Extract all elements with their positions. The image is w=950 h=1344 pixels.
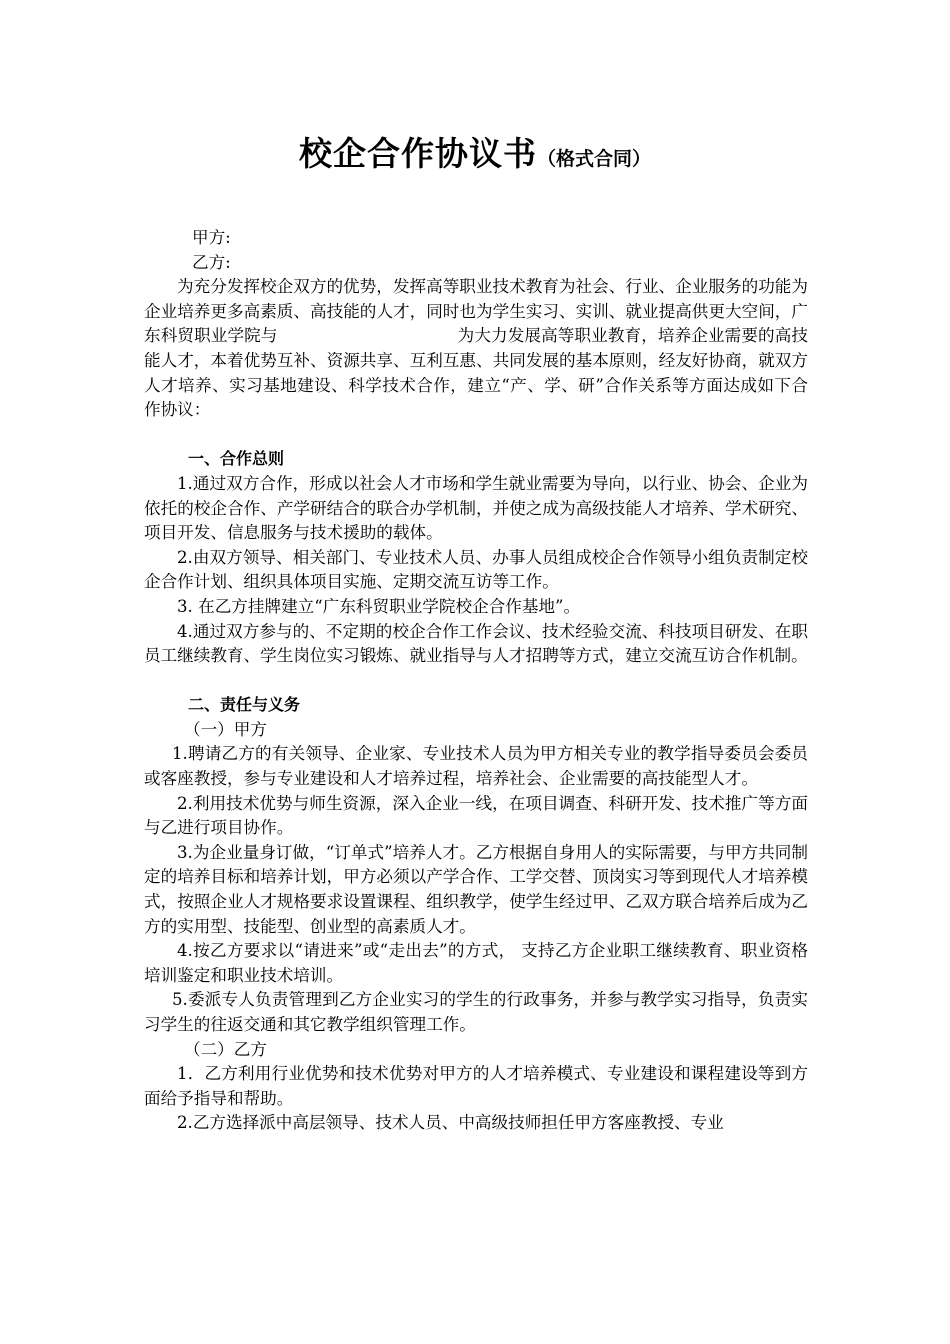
section2-heading: 二、责任与义务 (188, 695, 301, 715)
intro-paragraph (144, 275, 808, 423)
party-a-item-1: 1.聘请乙方的有关领导、企业家、专业技术人员为甲方相关专业的教学指导委员会委员或客座教授，参与专业建设和人才培养过程，培养社会、企业需要的高技能型人才。 (144, 744, 808, 789)
section1-item-2: 2.由双方领导、相关部门、专业技术人员、办事人员组成校企合作领导小组负责制定校企合作计划、组织具体项目实施、定期交流互访等工作。 (144, 547, 808, 592)
spacer (144, 669, 808, 694)
party-a-item-3: 3.为企业量身订做，“订单式”培养人才。乙方根据自身用人的实际需要，与甲方共同制定的培养目标和培养计划，甲方必须以产学合作、工学交替、顶岗实习等到现代人才培养模式，按照企业人才规格要求设置课程、组织教学，使学生经过甲、乙双方联合培养后成为乙方的实用型、技能型、创业型的高素质人才。 (144, 842, 808, 936)
section1-heading: 一、合作总则 (188, 449, 285, 469)
title-main: 校企合作协议书 (298, 134, 537, 173)
party-b-item-2: 2.乙方选择派中高层领导、技术人员、中高级技师担任甲方客座教授、专业 (177, 1113, 724, 1133)
section1-item-1: 1.通过双方合作，形成以社会人才市场和学生就业需要为导向，以行业、协会、企业为依托的校企合作、产学研结合的联合办学机制，并使之成为高级技能人才培养、学术研究、项目开发、信息服务与技术援助的载体。 (144, 473, 808, 543)
party-a-subheading: （一）甲方 (184, 719, 267, 739)
party-b-line: 乙方: (192, 252, 231, 272)
party-a-item-4: 4.按乙方要求以“请进来”或“走出去”的方式， 支持乙方企业职工继续教育、职业资格培训鉴定和职业技术培训。 (144, 941, 808, 985)
party-a-item-2: 2.利用技术优势与师生资源，深入企业一线，在项目调查、科研开发、技术推广等方面与乙进行项目协作。 (144, 793, 808, 838)
party-a-item-5: 5.委派专人负责管理到乙方企业实习的学生的行政事务，并参与教学实习指导，负责实习学生的往返交通和其它教学组织管理工作。 (144, 990, 808, 1034)
party-b-subheading: （二）乙方 (184, 1039, 267, 1059)
spacer (144, 423, 808, 448)
document-body (144, 226, 808, 1136)
party-a-line: 甲方: (192, 228, 231, 247)
document-title (0, 128, 950, 175)
intro-text-after-blank: 为大力发展高等职业教育，培养企业需要的高技能人才，本着优势互补、资源共享、互利互惠、共同发展的基本原则，经友好协商，就双方人才培养、实习基地建设、科学技术合作，建立“产、学、研”合作关系等方面达成如下合作协议： (144, 326, 809, 420)
section1-item-4: 4.通过双方参与的、不定期的校企合作工作会议、技术经验交流、科技项目研发、在职员工继续教育、学生岗位实习锻炼、就业指导与人才招聘等方式，建立交流互访合作机制。 (144, 621, 808, 666)
intro-text-before-blank: 为充分发挥校企双方的优势，发挥高等职业技术教育为社会、行业、企业服务的功能为企业培养更多高素质、高技能的人才，同时也为学生实习、实训、就业提高供更大空间，广东科贸职业学院与 (144, 277, 808, 346)
title-subtitle: （格式合同） (536, 148, 651, 170)
section1-item-3: 3. 在乙方挂牌建立“广东科贸职业学院校企合作基地”。 (177, 596, 581, 616)
party-b-item-1: 1．乙方利用行业优势和技术优势对甲方的人才培养模式、专业建设和课程建设等到方面给予指导和帮助。 (144, 1064, 808, 1108)
